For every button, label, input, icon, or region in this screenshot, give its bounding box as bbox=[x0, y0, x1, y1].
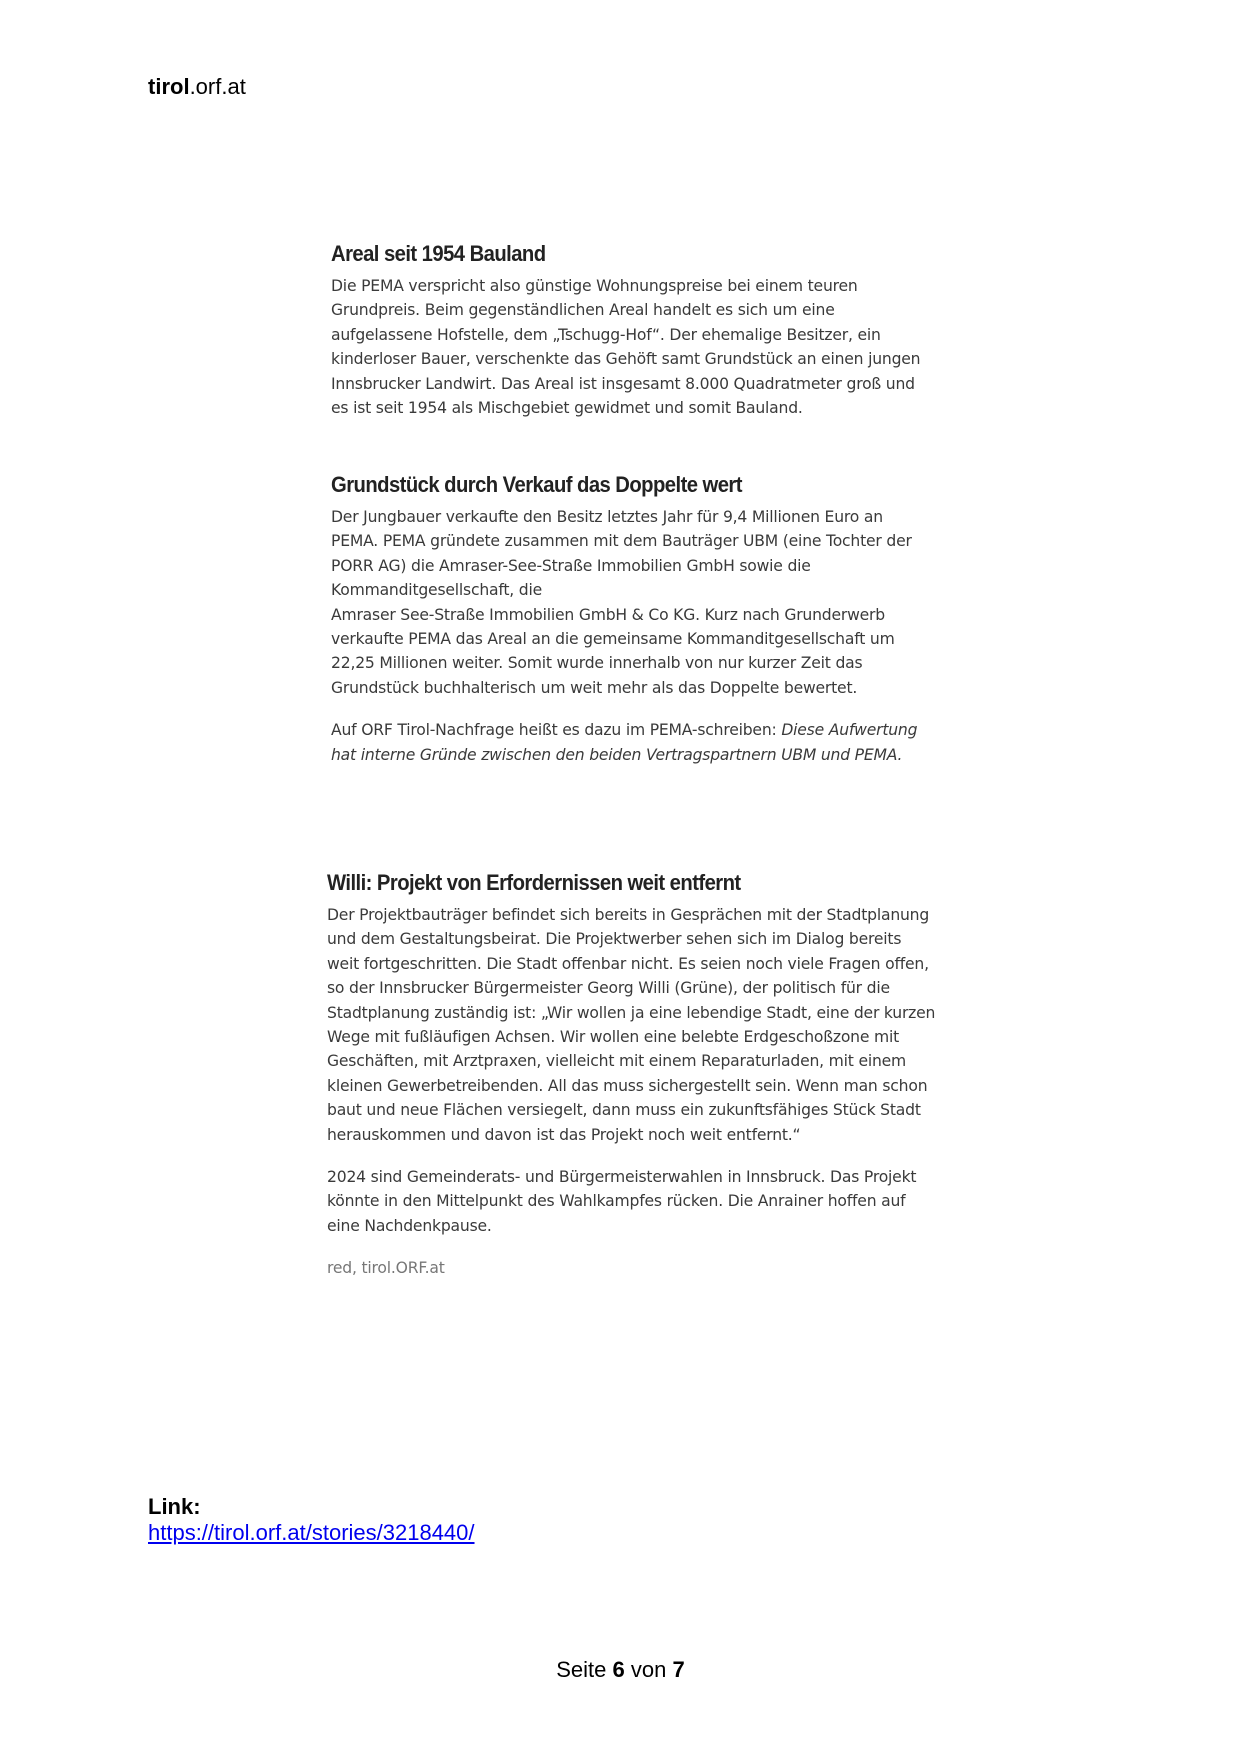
footer-prefix: Seite bbox=[556, 1657, 607, 1682]
page-footer bbox=[0, 1657, 1241, 1683]
quote-intro: Auf ORF Tirol-Nachfrage heißt es dazu im PEMA-schreiben: bbox=[331, 721, 782, 740]
site-header bbox=[148, 74, 246, 100]
source-link[interactable]: https://tirol.orf.at/stories/3218440/ bbox=[148, 1520, 475, 1545]
section-willi bbox=[327, 869, 937, 1299]
section-heading: Willi: Projekt von Erfordernissen weit entfernt bbox=[327, 870, 741, 895]
section-areal bbox=[331, 240, 931, 438]
paragraph: Der Projektbauträger befindet sich bereits in Gesprächen mit der Stadtplanung und dem Gestaltungsbeirat. Die Projektwerber sehen sich im Dialog bereits weit fortgeschritten. Die Stadt offenbar nicht. Es seien noch viele Fragen offen, so der Innsbrucker Bürgermeister Georg Willi (Grüne), der politisch für die Stadtplanung zuständig ist: „Wir wollen ja eine lebendige Stadt, eine der kurzen Wege mit fußläufigen Achsen. Wir wollen eine belebte Erdgeschoßzone mit Geschäften, mit Arztpraxen, vielleicht mit einem Reparaturladen, mit einem kleinen Gewerbetreibenden. All das muss sichergestellt sein. Wenn man schon baut und neue Flächen versiegelt, dann muss ein zukunftsfähiges Stück Stadt herauskommen und davon ist das Projekt noch weit entfernt.“ bbox=[327, 906, 936, 1144]
paragraph: Amraser See-Straße Immobilien GmbH & Co KG. Kurz nach Grunderwerb verkaufte PEMA das Areal an die gemeinsame Kommanditgesellschaft um 22,25 Millionen weiter. Somit wurde innerhalb von nur kurzer Zeit das Grundstück buchhalterisch um weit mehr als das Doppelte bewertet. bbox=[331, 605, 895, 697]
section-heading: Grundstück durch Verkauf das Doppelte wert bbox=[331, 472, 742, 497]
site-name-bold: tirol bbox=[148, 74, 190, 99]
section-heading: Areal seit 1954 Bauland bbox=[331, 241, 546, 266]
paragraph: 2024 sind Gemeinderats- und Bürgermeisterwahlen in Innsbruck. Das Projekt könnte in den Mittelpunkt des Wahlkampfes rücken. Die Anrainer hoffen auf eine Nachdenkpause. bbox=[327, 1168, 917, 1235]
footer-middle: von bbox=[630, 1657, 667, 1682]
paragraph: Der Jungbauer verkaufte den Besitz letztes Jahr für 9,4 Millionen Euro an PEMA. PEMA gründete zusammen mit dem Bauträger UBM (eine Tochter der PORR AG) die Amraser-See-Straße Immobilien GmbH sowie die Kommanditgesellschaft, die bbox=[331, 508, 912, 600]
paragraph: Die PEMA verspricht also günstige Wohnungspreise bei einem teuren Grundpreis. Beim gegenständlichen Areal handelt es sich um eine aufgelassene Hofstelle, dem „Tschugg-Hof“. Der ehemalige Besitzer, ein kinderloser Bauer, verschenkte das Gehöft samt Grundstück an einen jungen Innsbrucker Landwirt. Das Areal ist insgesamt 8.000 Quadratmeter groß und es ist seit 1954 als Mischgebiet gewidmet und somit Bauland. bbox=[331, 277, 921, 418]
section-grundstueck bbox=[331, 471, 931, 785]
site-name-rest: .orf.at bbox=[189, 74, 246, 99]
page-total: 7 bbox=[672, 1657, 685, 1682]
page-number: 6 bbox=[612, 1657, 625, 1682]
credit: red, tirol.ORF.at bbox=[327, 1259, 445, 1278]
quote-paragraph bbox=[331, 718, 931, 767]
link-label: Link: bbox=[148, 1494, 201, 1519]
quote: Diese Aufwertung hat interne Gründe zwischen den beiden Vertragspartnern UBM und PEMA. bbox=[331, 721, 918, 764]
